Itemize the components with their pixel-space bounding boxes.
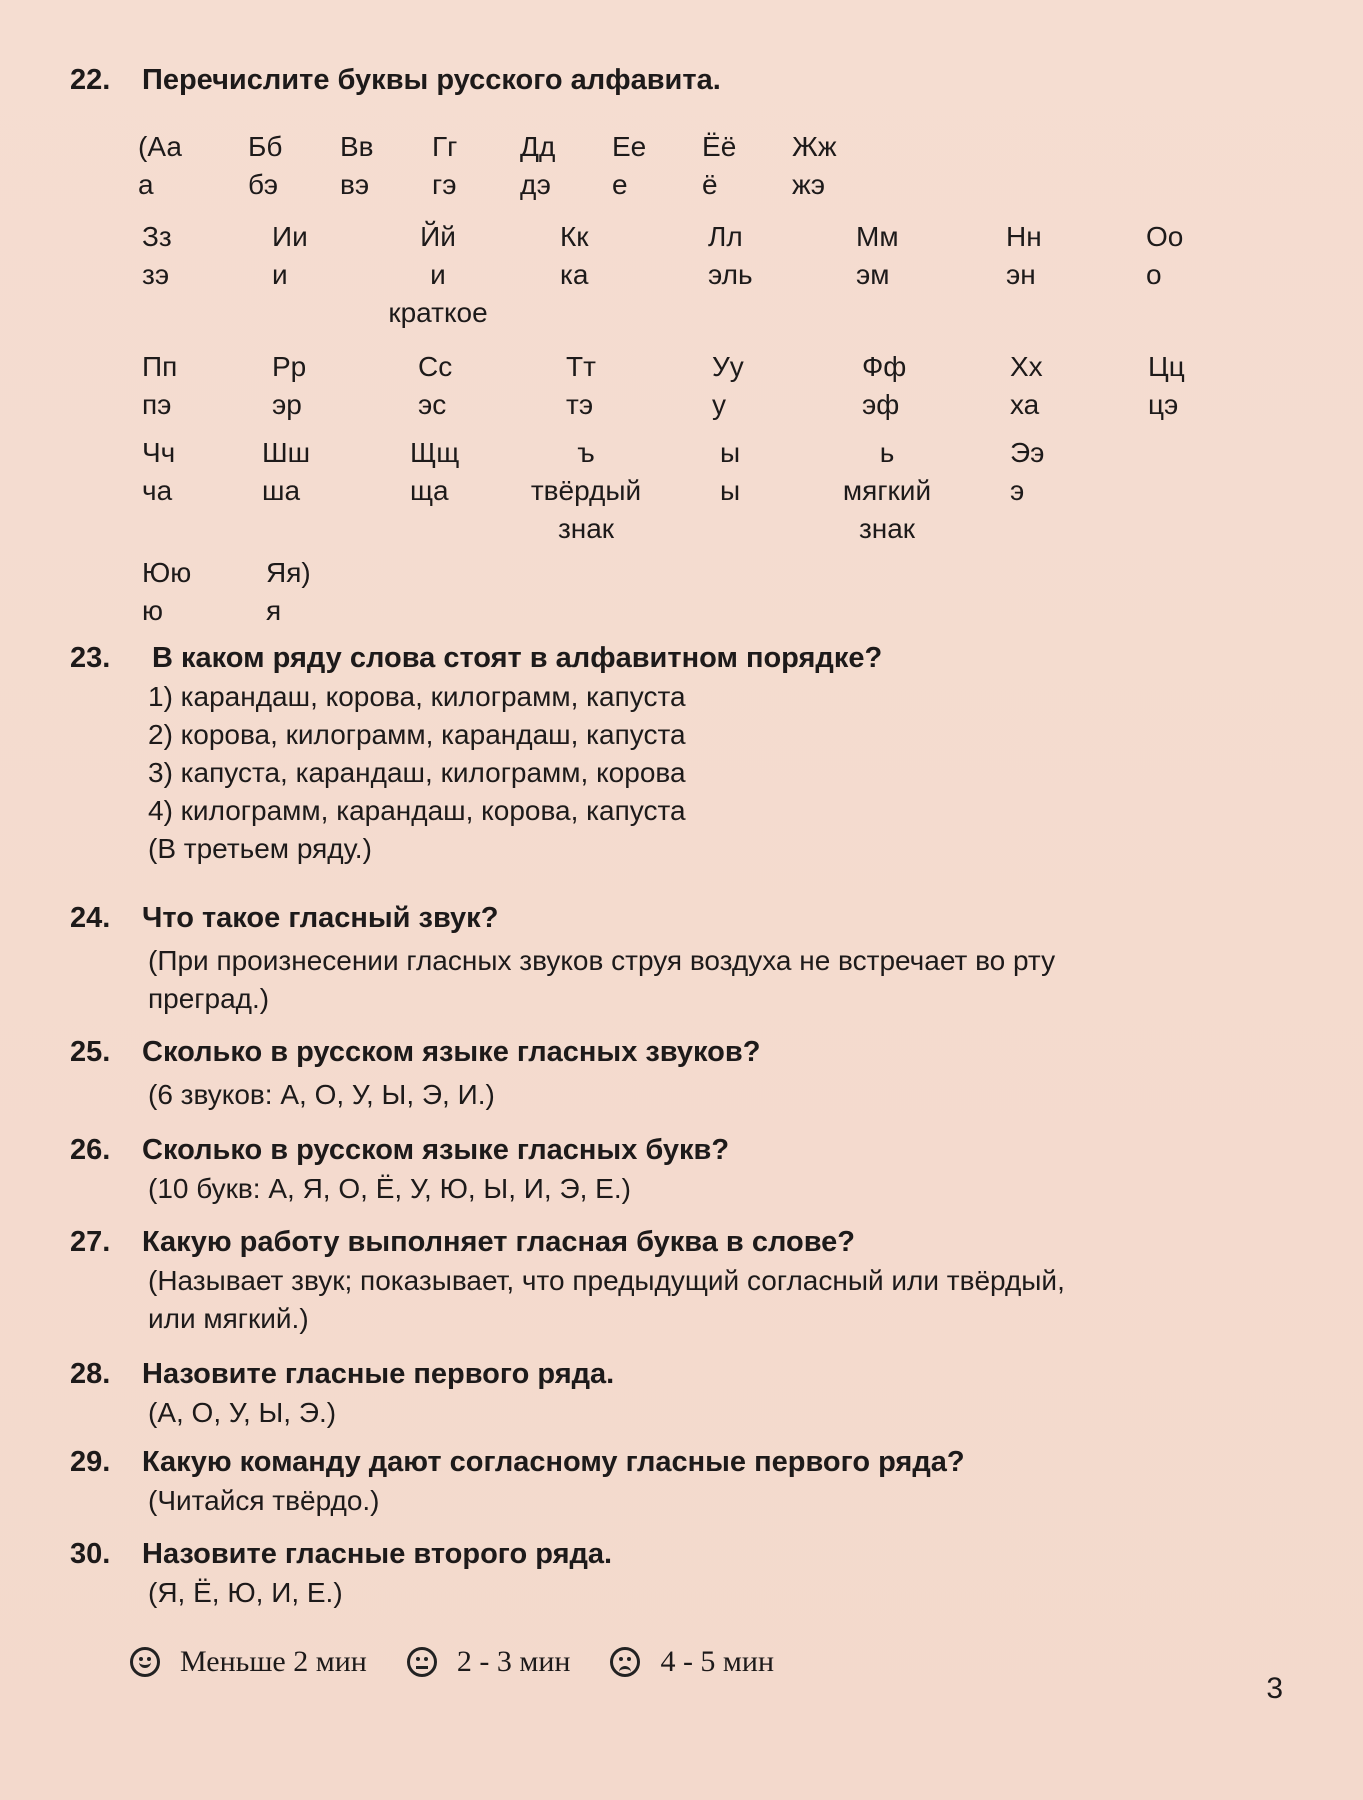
question-number: 25. (70, 1036, 111, 1068)
question-title: Перечислите буквы русского алфавита. (142, 64, 721, 96)
letter-name: у (712, 389, 726, 420)
alphabet-letter (612, 128, 646, 204)
alphabet-letter (262, 434, 310, 510)
letter-name: ха (1010, 389, 1040, 420)
alphabet-letter (856, 218, 899, 294)
letter-name: а (138, 169, 154, 200)
question-27 (70, 1224, 1280, 1338)
letter-name: ча (142, 475, 173, 506)
letter-name: дэ (520, 169, 551, 200)
letter-glyphs: ы (720, 437, 741, 468)
time-label: 2 - 3 мин (456, 1645, 571, 1678)
question-26 (70, 1132, 1280, 1208)
letter-glyphs: Кк (560, 221, 589, 252)
letter-glyphs: Пп (142, 351, 178, 382)
letter-name: эр (272, 389, 302, 420)
answer-line: (Читайся твёрдо.) (148, 1485, 380, 1516)
answer-line: (При произнесении гласных звуков струя воздуха не встречает во рту (148, 945, 1056, 976)
question-28 (70, 1356, 1280, 1432)
alphabet-letter (1148, 348, 1185, 424)
alphabet-letter (702, 128, 736, 204)
letter-glyphs: Йй (420, 221, 456, 252)
letter-name-extra: краткое (388, 297, 488, 328)
letter-name: э (1010, 475, 1025, 506)
letter-name: жэ (792, 169, 826, 200)
letter-glyphs: Жж (792, 131, 837, 162)
letter-glyphs: Вв (340, 131, 374, 162)
question-22 (70, 62, 1280, 98)
letter-name: и (272, 259, 288, 290)
letter-glyphs: ь (879, 437, 895, 468)
time-medium (407, 1645, 571, 1679)
alphabet-letter (272, 348, 306, 424)
question-24 (70, 900, 1280, 1018)
alphabet-letter (1010, 434, 1044, 510)
letter-glyphs: Ее (612, 131, 647, 162)
letter-glyphs: Зз (142, 221, 172, 252)
question-number: 27. (70, 1226, 111, 1258)
letter-glyphs: Хх (1010, 351, 1043, 382)
letter-name: ша (262, 475, 301, 506)
answer-line: преград.) (148, 983, 270, 1014)
question-number: 28. (70, 1358, 111, 1390)
alphabet-letter (708, 218, 753, 294)
letter-name: тэ (566, 389, 594, 420)
answer-line: 4) килограмм, карандаш, корова, капуста (148, 795, 686, 826)
alphabet-letter (712, 348, 744, 424)
letter-name: эль (708, 259, 753, 290)
alphabet-letter (142, 434, 175, 510)
letter-glyphs: Цц (1148, 351, 1185, 382)
letter-name: ща (410, 475, 449, 506)
letter-glyphs: Гг (432, 131, 458, 162)
time-fast (130, 1645, 367, 1679)
letter-name: мягкий (842, 475, 932, 506)
alphabet-letter (720, 434, 740, 510)
letter-name: эс (418, 389, 447, 420)
alphabet-letter (520, 128, 555, 204)
letter-glyphs: Сс (418, 351, 453, 382)
alphabet-letter (792, 128, 837, 204)
letter-name: ю (142, 595, 163, 626)
answer-block (148, 942, 1280, 1018)
letter-glyphs: Ээ (1010, 437, 1045, 468)
alphabet-letter (1006, 218, 1042, 294)
question-title: Какую работу выполняет гласная буква в слове? (142, 1226, 855, 1258)
answer-line: 2) корова, килограмм, карандаш, капуста (148, 719, 686, 750)
alphabet-letter (142, 348, 177, 424)
letter-name: ё (702, 169, 718, 200)
alphabet-letter (410, 434, 459, 510)
answer-line: или мягкий.) (148, 1303, 309, 1334)
answer-block (148, 1574, 1280, 1612)
question-title: Какую команду дают согласному гласные первого ряда? (142, 1446, 965, 1478)
letter-name-extra: знак (557, 513, 615, 544)
time-label: 4 - 5 мин (660, 1645, 775, 1678)
question-number: 22. (70, 64, 111, 96)
letter-name: цэ (1148, 389, 1179, 420)
alphabet-letter (340, 128, 374, 204)
question-title: Назовите гласные первого ряда. (142, 1358, 615, 1390)
letter-name: вэ (340, 169, 370, 200)
letter-glyphs: Бб (248, 131, 283, 162)
question-29 (70, 1444, 1280, 1520)
alphabet-letter (1010, 348, 1043, 424)
answer-line: (Называет звук; показывает, что предыдущий согласный или твёрдый, (148, 1265, 1065, 1296)
letter-glyphs: Ии (272, 221, 308, 252)
alphabet-letter (266, 554, 311, 630)
alphabet-letter (432, 128, 457, 204)
letter-glyphs: Чч (142, 437, 176, 468)
alphabet-letter (138, 128, 182, 204)
question-number: 24. (70, 902, 111, 934)
question-title: Сколько в русском языке гласных букв? (142, 1134, 730, 1166)
alphabet-letter (248, 128, 282, 204)
letter-name: бэ (248, 169, 279, 200)
time-legend (130, 1645, 814, 1679)
letter-glyphs: Оо (1146, 221, 1184, 252)
alphabet-letter (142, 218, 172, 294)
question-23 (70, 640, 1280, 868)
alphabet-letter (418, 348, 452, 424)
question-number: 23. (70, 642, 111, 674)
answer-block (148, 1394, 1280, 1432)
alphabet-letter (272, 218, 308, 294)
answer-line: (В третьем ряду.) (148, 833, 372, 864)
question-title: Назовите гласные второго ряда. (142, 1538, 613, 1570)
answer-line: (А, О, У, Ы, Э.) (148, 1397, 337, 1428)
alphabet-letter (832, 434, 942, 548)
letter-name: о (1146, 259, 1162, 290)
letter-glyphs: Уу (712, 351, 744, 382)
letter-name: е (612, 169, 628, 200)
question-number: 29. (70, 1446, 111, 1478)
letter-name: и (430, 259, 446, 290)
alphabet-letter (862, 348, 906, 424)
alphabet-letter (378, 218, 498, 332)
page-number: 3 (1266, 1672, 1283, 1705)
letter-glyphs: Тт (566, 351, 596, 382)
alphabet-letter (516, 434, 656, 548)
question-title: Что такое гласный звук? (142, 902, 499, 934)
letter-glyphs: Юю (142, 557, 192, 588)
letter-glyphs: Дд (520, 131, 556, 162)
smile-face-icon (130, 1647, 160, 1677)
letter-glyphs: ъ (577, 437, 595, 468)
time-slow (610, 1645, 774, 1679)
letter-glyphs: Фф (862, 351, 907, 382)
question-title: Сколько в русском языке гласных звуков? (142, 1036, 761, 1068)
question-25 (70, 1034, 1280, 1114)
answer-block (148, 1482, 1280, 1520)
answer-line: 1) карандаш, корова, килограмм, капуста (148, 681, 686, 712)
letter-glyphs: (Аа (138, 131, 182, 162)
letter-name: ка (560, 259, 589, 290)
letter-glyphs: Рр (272, 351, 307, 382)
alphabet-letter (1146, 218, 1183, 294)
letter-name: я (266, 595, 282, 626)
question-title: В каком ряду слова стоят в алфавитном порядке? (152, 642, 883, 674)
answer-line: (6 звуков: А, О, У, Ы, Э, И.) (148, 1079, 495, 1110)
letter-name: эм (856, 259, 890, 290)
alphabet-letter (566, 348, 596, 424)
letter-name: твёрдый (530, 475, 642, 506)
question-30 (70, 1536, 1280, 1612)
letter-name: ы (720, 475, 741, 506)
letter-glyphs: Лл (708, 221, 743, 252)
neutral-face-icon (407, 1647, 437, 1677)
letter-name: эф (862, 389, 900, 420)
letter-glyphs: Нн (1006, 221, 1042, 252)
letter-glyphs: Шш (262, 437, 311, 468)
answer-block (148, 1076, 1280, 1114)
answer-line: (10 букв: А, Я, О, Ё, У, Ю, Ы, И, Э, Е.) (148, 1173, 631, 1204)
question-number: 26. (70, 1134, 111, 1166)
question-number: 30. (70, 1538, 111, 1570)
answer-line: (Я, Ё, Ю, И, Е.) (148, 1577, 343, 1608)
alphabet-letter (560, 218, 589, 294)
answer-line: 3) капуста, карандаш, килограмм, корова (148, 757, 686, 788)
sad-face-icon (610, 1647, 640, 1677)
letter-glyphs: Мм (856, 221, 899, 252)
letter-name: гэ (432, 169, 457, 200)
answer-block (148, 1170, 1280, 1208)
letter-name: зэ (142, 259, 170, 290)
letter-name: пэ (142, 389, 172, 420)
time-label: Меньше 2 мин (180, 1645, 367, 1678)
letter-glyphs: Ёё (702, 131, 737, 162)
alphabet-letter (142, 554, 191, 630)
answer-block (148, 1262, 1280, 1338)
letter-glyphs: Яя) (266, 557, 311, 588)
answer-block (148, 678, 1280, 868)
letter-name: эн (1006, 259, 1036, 290)
letter-glyphs: Щщ (410, 437, 460, 468)
letter-name-extra: знак (858, 513, 916, 544)
